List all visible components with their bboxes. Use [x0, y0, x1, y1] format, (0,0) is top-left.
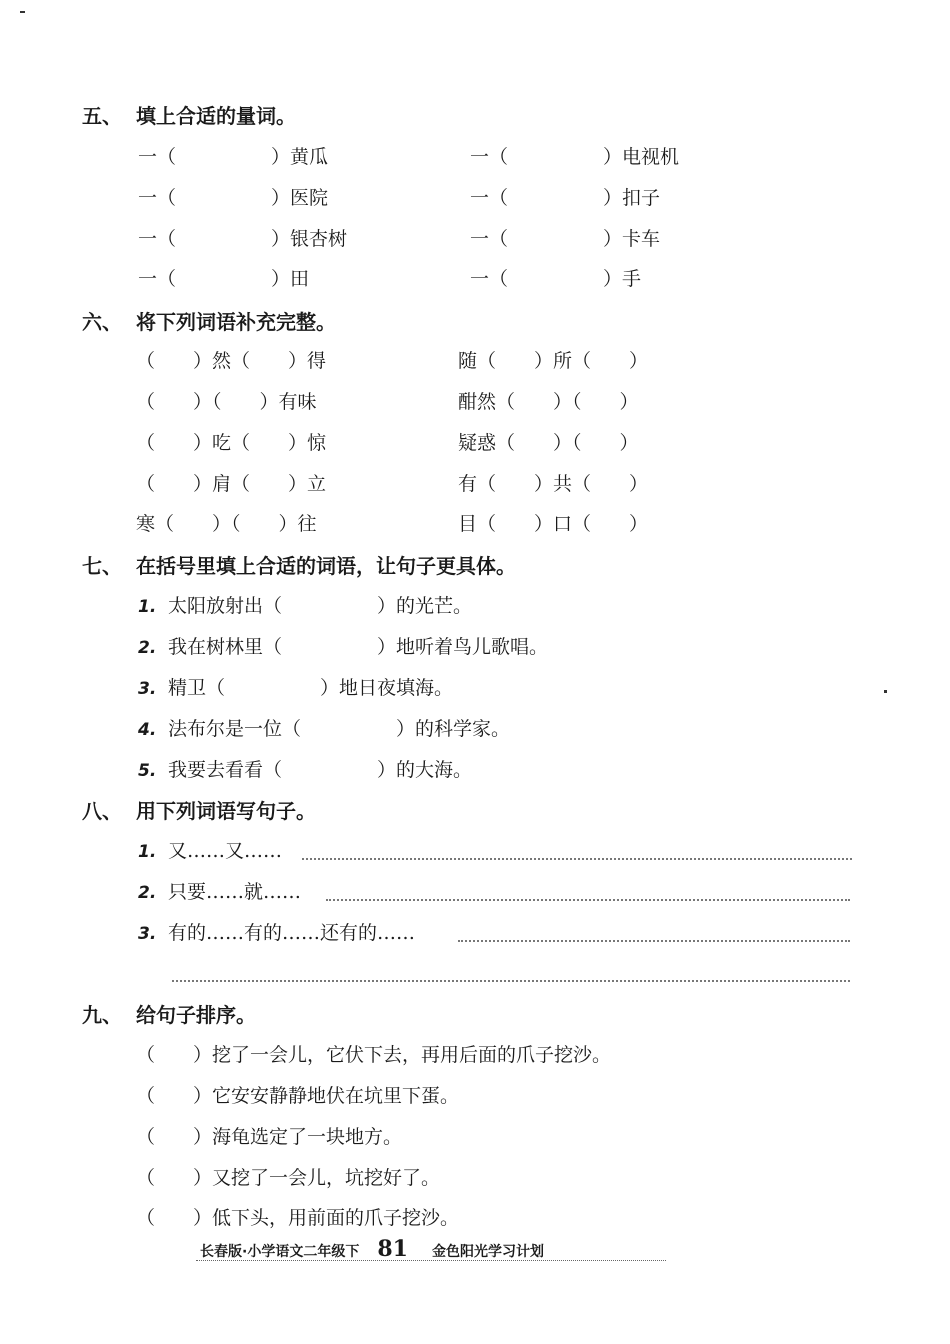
writing-line[interactable]: [326, 899, 850, 901]
idiom-item[interactable]: （ ）吃（ ）惊: [136, 432, 327, 454]
ordering-item[interactable]: （ ）海龟选定了一块地方。: [136, 1126, 403, 1148]
section-number: 九、: [82, 1003, 122, 1027]
section-6-heading: [82, 306, 336, 335]
item-number: 2.: [138, 883, 157, 903]
item-text: 有的……有的……还有的……: [168, 922, 416, 944]
item-number: 4.: [138, 720, 157, 740]
writing-line[interactable]: [172, 980, 850, 982]
idiom-item[interactable]: 疑惑（ ）（ ）: [458, 432, 639, 454]
item-text: 只要……就……: [168, 881, 302, 903]
series-name: 金色阳光学习计划: [431, 1244, 544, 1260]
idiom-item[interactable]: （ ）（ ）有味: [136, 391, 317, 413]
page-footer: [200, 1236, 544, 1262]
sentence-prompt: [138, 836, 282, 863]
ordering-item[interactable]: （ ）又挖了一会儿，坑挖好了。: [136, 1167, 441, 1189]
idiom-item[interactable]: 寒（ ）（ ）往: [136, 513, 317, 535]
section-8-heading: [82, 795, 316, 824]
item-number: 1.: [138, 597, 157, 617]
section-title: 在括号里填上合适的词语，让句子更具体。: [136, 554, 516, 578]
item-text: 我要去看看（ ）的大海。: [168, 759, 473, 781]
idiom-item[interactable]: 酣然（ ）（ ）: [458, 391, 639, 413]
fill-in-item[interactable]: 一（ ）银杏树: [138, 228, 348, 250]
section-title: 填上合适的量词。: [136, 104, 296, 128]
section-number: 八、: [82, 799, 122, 823]
item-number: 3.: [138, 679, 157, 699]
sentence-prompt: [138, 918, 415, 945]
item-text: 又……又……: [168, 840, 283, 862]
sentence-item[interactable]: [138, 714, 510, 741]
section-number: 六、: [82, 310, 122, 334]
item-text: 太阳放射出（ ）的光芒。: [168, 595, 473, 617]
section-9-heading: [82, 999, 256, 1028]
item-text: 我在树林里（ ）地听着鸟儿歌唱。: [168, 636, 549, 658]
ordering-item[interactable]: （ ）它安安静静地伏在坑里下蛋。: [136, 1085, 460, 1107]
section-5-heading: [82, 100, 296, 129]
section-number: 七、: [82, 554, 122, 578]
idiom-item[interactable]: 有（ ）共（ ）: [458, 473, 649, 495]
idiom-item[interactable]: 目（ ）口（ ）: [458, 513, 649, 535]
sentence-item[interactable]: [138, 632, 548, 659]
fill-in-item[interactable]: 一（ ）电视机: [470, 146, 680, 168]
section-7-heading: [82, 550, 516, 579]
writing-line[interactable]: [302, 858, 852, 860]
section-title: 将下列词语补充完整。: [136, 310, 336, 334]
scan-mark: [884, 690, 887, 693]
fill-in-item[interactable]: 一（ ）黄瓜: [138, 146, 329, 168]
item-number: 5.: [138, 761, 157, 781]
fill-in-item[interactable]: 一（ ）医院: [138, 187, 329, 209]
item-number: 2.: [138, 638, 157, 658]
idiom-item[interactable]: （ ）肩（ ）立: [136, 473, 327, 495]
idiom-item[interactable]: （ ）然（ ）得: [136, 350, 327, 372]
page-number: 81: [377, 1236, 408, 1262]
section-number: 五、: [82, 104, 122, 128]
scan-mark: [20, 11, 25, 13]
writing-line[interactable]: [458, 940, 850, 942]
footer-divider: [196, 1260, 666, 1261]
ordering-item[interactable]: （ ）低下头，用前面的爪子挖沙。: [136, 1207, 460, 1229]
item-text: 精卫（ ）地日夜填海。: [168, 677, 454, 699]
sentence-prompt: [138, 877, 301, 904]
fill-in-item[interactable]: 一（ ）卡车: [470, 228, 661, 250]
fill-in-item[interactable]: 一（ ）扣子: [470, 187, 661, 209]
idiom-item[interactable]: 随（ ）所（ ）: [458, 350, 649, 372]
section-title: 给句子排序。: [136, 1003, 256, 1027]
sentence-item[interactable]: [138, 591, 472, 618]
item-text: 法布尔是一位（ ）的科学家。: [168, 718, 511, 740]
sentence-item[interactable]: [138, 673, 453, 700]
fill-in-item[interactable]: 一（ ）田: [138, 268, 310, 290]
section-title: 用下列词语写句子。: [136, 799, 316, 823]
fill-in-item[interactable]: 一（ ）手: [470, 268, 642, 290]
sentence-item[interactable]: [138, 755, 472, 782]
item-number: 1.: [138, 842, 157, 862]
book-title: 长春版·小学语文二年级下: [200, 1244, 360, 1260]
ordering-item[interactable]: （ ）挖了一会儿，它伏下去，再用后面的爪子挖沙。: [136, 1044, 612, 1066]
item-number: 3.: [138, 924, 157, 944]
